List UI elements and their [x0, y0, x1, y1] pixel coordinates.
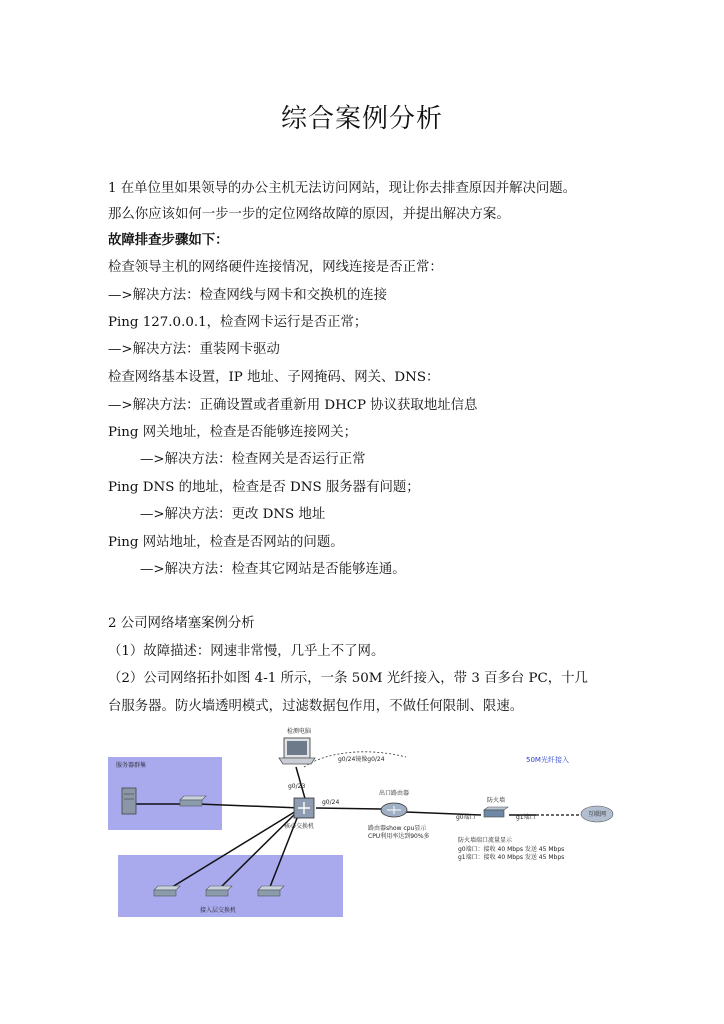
monitor-laptop-icon	[279, 738, 315, 764]
section2-p2b: 台服务器。防火墙透明模式，过滤数据包作用，不做任何限制、限速。	[108, 699, 524, 714]
server-icon	[122, 788, 136, 814]
section2-p1: （1）故障描述：网速非常慢，几乎上不了网。	[108, 644, 385, 659]
steps-heading: 故障排查步骤如下：	[108, 233, 229, 248]
fw-port-left-label: g0端口	[456, 814, 476, 821]
page-title: 综合案例分析	[280, 104, 443, 134]
step-line: —>解决方法：更改 DNS 地址	[140, 507, 326, 522]
access-switch-label: 接入层交换机	[200, 907, 237, 914]
step-line: 检查领导主机的网络硬件连接情况，网线连接是否正常：	[108, 260, 443, 275]
step-line: —>解决方法：重装网卡驱动	[108, 342, 280, 357]
network-topology-diagram	[106, 722, 616, 920]
firewall-label: 防火墙	[487, 797, 506, 804]
firewall-icon	[484, 807, 508, 817]
step-line: —>解决方法：检查网线与网卡和交换机的连接	[108, 288, 388, 303]
step-line: Ping 127.0.0.1，检查网卡运行是否正常；	[108, 315, 368, 330]
fw-port-right-label: g1端口	[516, 814, 536, 821]
mirror-port-label: g0/24镜像g0/24	[338, 756, 385, 763]
fw-stats-title: 防火墙端口流量显示	[458, 837, 513, 844]
step-line: Ping DNS 的地址，检查是否 DNS 服务器有问题；	[108, 480, 420, 495]
router-icon	[381, 803, 407, 817]
access-switch-icon	[206, 886, 232, 896]
step-line: Ping 网关地址，检查是否能够连接网关；	[108, 425, 357, 440]
fiber-label: 50M光纤接入	[526, 756, 569, 764]
section2-heading: 2 公司网络堵塞案例分析	[108, 616, 255, 631]
switch-icon	[180, 796, 206, 806]
fw-stats-line-1: g0端口：接收 40 Mbps 发送 45 Mbps	[458, 846, 565, 853]
section1-intro: 1 在单位里如果领导的办公主机无法访问网站，现让你去排查原因并解决问题。	[108, 181, 577, 196]
step-line: Ping 网站地址，检查是否网站的问题。	[108, 535, 344, 550]
access-switch-icon	[154, 886, 180, 896]
step-line: 检查网络基本设置，IP 地址、子网掩码、网关、DNS：	[108, 370, 440, 385]
step-line: —>解决方法：正确设置或者重新用 DHCP 协议获取地址信息	[108, 398, 478, 413]
router-note-1: 路由器show cpu显示	[368, 825, 427, 832]
router-note-2: CPU利用率达到90%多	[368, 833, 430, 840]
port-g0-23-label: g0/23	[288, 783, 306, 790]
port-g0-24-label: g0/24	[322, 799, 340, 806]
internet-label: 互联网	[588, 811, 607, 818]
server-group-label: 服务器群集	[116, 762, 147, 769]
access-switch-icon	[258, 886, 284, 896]
section1-intro-2: 那么你应该如何一步一步的定位网络故障的原因，并提出解决方案。	[108, 207, 510, 222]
core-switch-label: 核心交换机	[284, 823, 315, 830]
monitor-pc-label: 检测电脑	[287, 728, 312, 735]
step-line: —>解决方法：检查网关是否运行正常	[140, 452, 366, 467]
fw-stats-line-2: g1端口：接收 40 Mbps 发送 45 Mbps	[458, 854, 565, 861]
section2-p2a: （2）公司网络拓扑如图 4-1 所示，一条 50M 光纤接入，带 3 百多台 PC，十几	[108, 671, 588, 686]
router-label: 出口路由器	[379, 790, 410, 797]
core-switch-icon	[294, 798, 314, 818]
step-line: —>解决方法：检查其它网站是否能够连通。	[140, 562, 406, 577]
